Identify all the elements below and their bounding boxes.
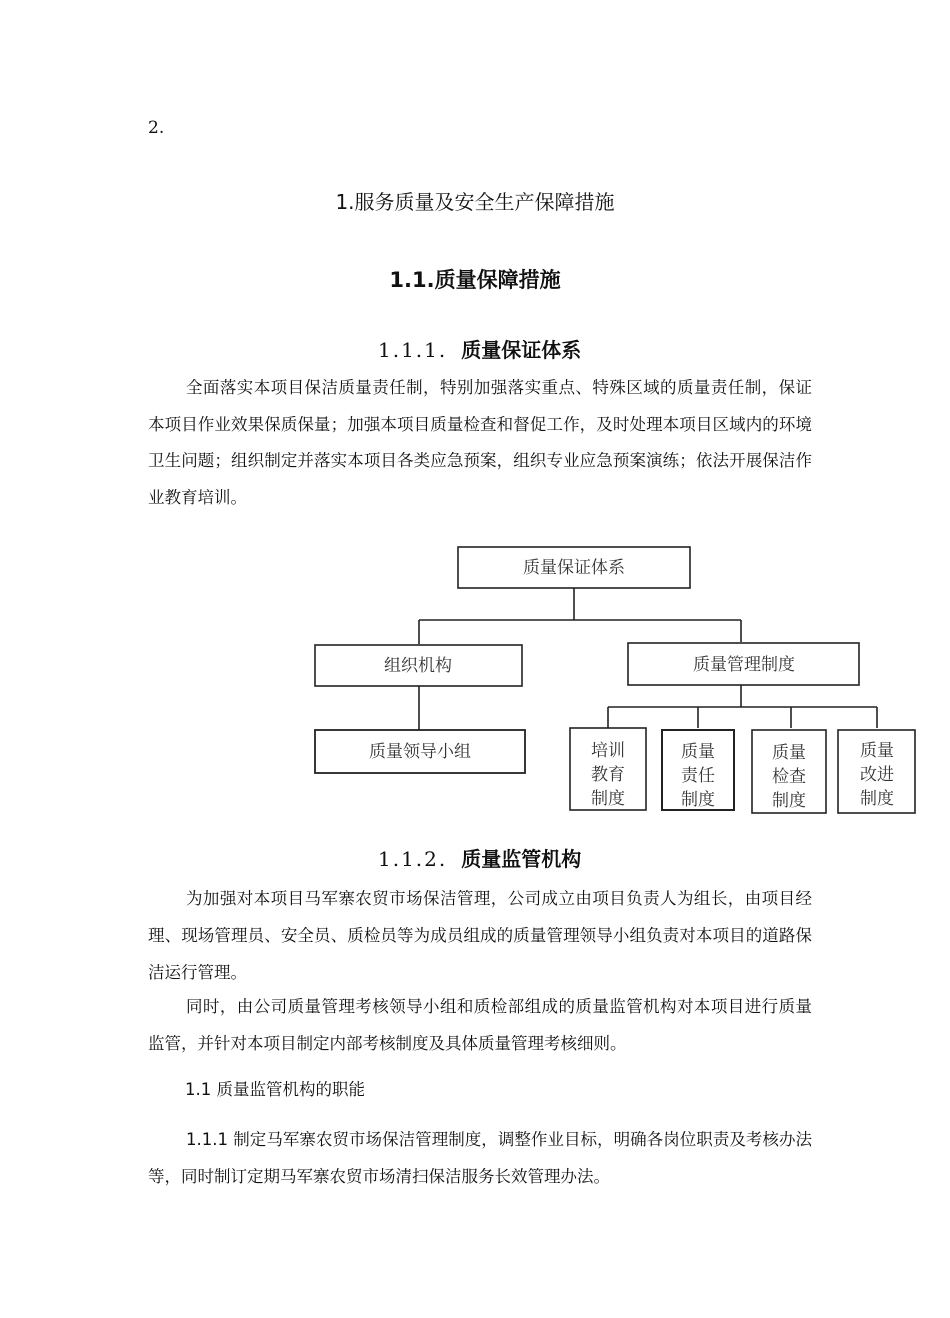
org-label-improvement-line3: 制度 <box>860 789 894 809</box>
org-label-leadership-group: 质量领导小组 <box>369 742 471 762</box>
org-label-responsibility-line1: 质量 <box>681 742 715 762</box>
item-heading-functions: 1.1 质量监管机构的职能 <box>185 1080 365 1099</box>
org-label-root: 质量保证体系 <box>523 558 625 578</box>
org-label-training-line3: 制度 <box>591 789 625 809</box>
section-title: 质量保证体系 <box>461 338 582 362</box>
org-label-improvement-line2: 改进 <box>860 765 894 785</box>
section-number: 1.1.2. <box>378 847 448 871</box>
org-label-responsibility-line3: 制度 <box>681 790 715 810</box>
org-label-responsibility-line2: 责任 <box>681 766 715 786</box>
section-number: 1.1.1. <box>378 338 448 362</box>
section-title: 质量监管机构 <box>461 847 582 871</box>
org-label-inspection-line3: 制度 <box>772 791 806 811</box>
org-label-inspection-line1: 质量 <box>772 743 806 763</box>
org-label-quality-management: 质量管理制度 <box>693 655 795 675</box>
page-number: 2. <box>148 118 165 138</box>
heading-level-1: 1.服务质量及安全生产保障措施 <box>335 190 615 214</box>
org-label-training-line2: 教育 <box>591 765 625 785</box>
org-label-improvement-line1: 质量 <box>860 741 894 761</box>
paragraph-supervision-1: 为加强对本项目马军寨农贸市场保洁管理，公司成立由项目负责人为组长，由项目经理、现场管理员、安全员、质检员等为成员组成的质量管理领导小组负责对本项目的道路保洁运行管理。 <box>148 889 812 982</box>
section-heading-quality-assurance <box>378 334 581 363</box>
item-text-functions: 1.1.1 制定马军寨农贸市场保洁管理制度，调整作业目标，明确各岗位职责及考核办法等，同时制订定期马军寨农贸市场清扫保洁服务长效管理办法。 <box>148 1130 812 1186</box>
org-label-organization: 组织机构 <box>384 656 452 676</box>
paragraph-quality-assurance: 全面落实本项目保洁质量责任制，特别加强落实重点、特殊区域的质量责任制，保证本项目作业效果保质保量；加强本项目质量检查和督促工作，及时处理本项目区域内的环境卫生问题；组织制定并落实本项目各类应急预案，组织专业应急预案演练；依法开展保洁作业教育培训。 <box>148 378 812 507</box>
section-heading-quality-supervision <box>378 843 581 872</box>
org-label-inspection-line2: 检查 <box>772 767 806 787</box>
org-label-training-line1: 培训 <box>591 741 625 761</box>
heading-level-2: 1.1.质量保障措施 <box>389 268 561 292</box>
quality-system-org-chart <box>300 540 930 830</box>
paragraph-supervision-2: 同时，由公司质量管理考核领导小组和质检部组成的质量监管机构对本项目进行质量监管，并针对本项目制定内部考核制度及具体质量管理考核细则。 <box>148 997 812 1053</box>
